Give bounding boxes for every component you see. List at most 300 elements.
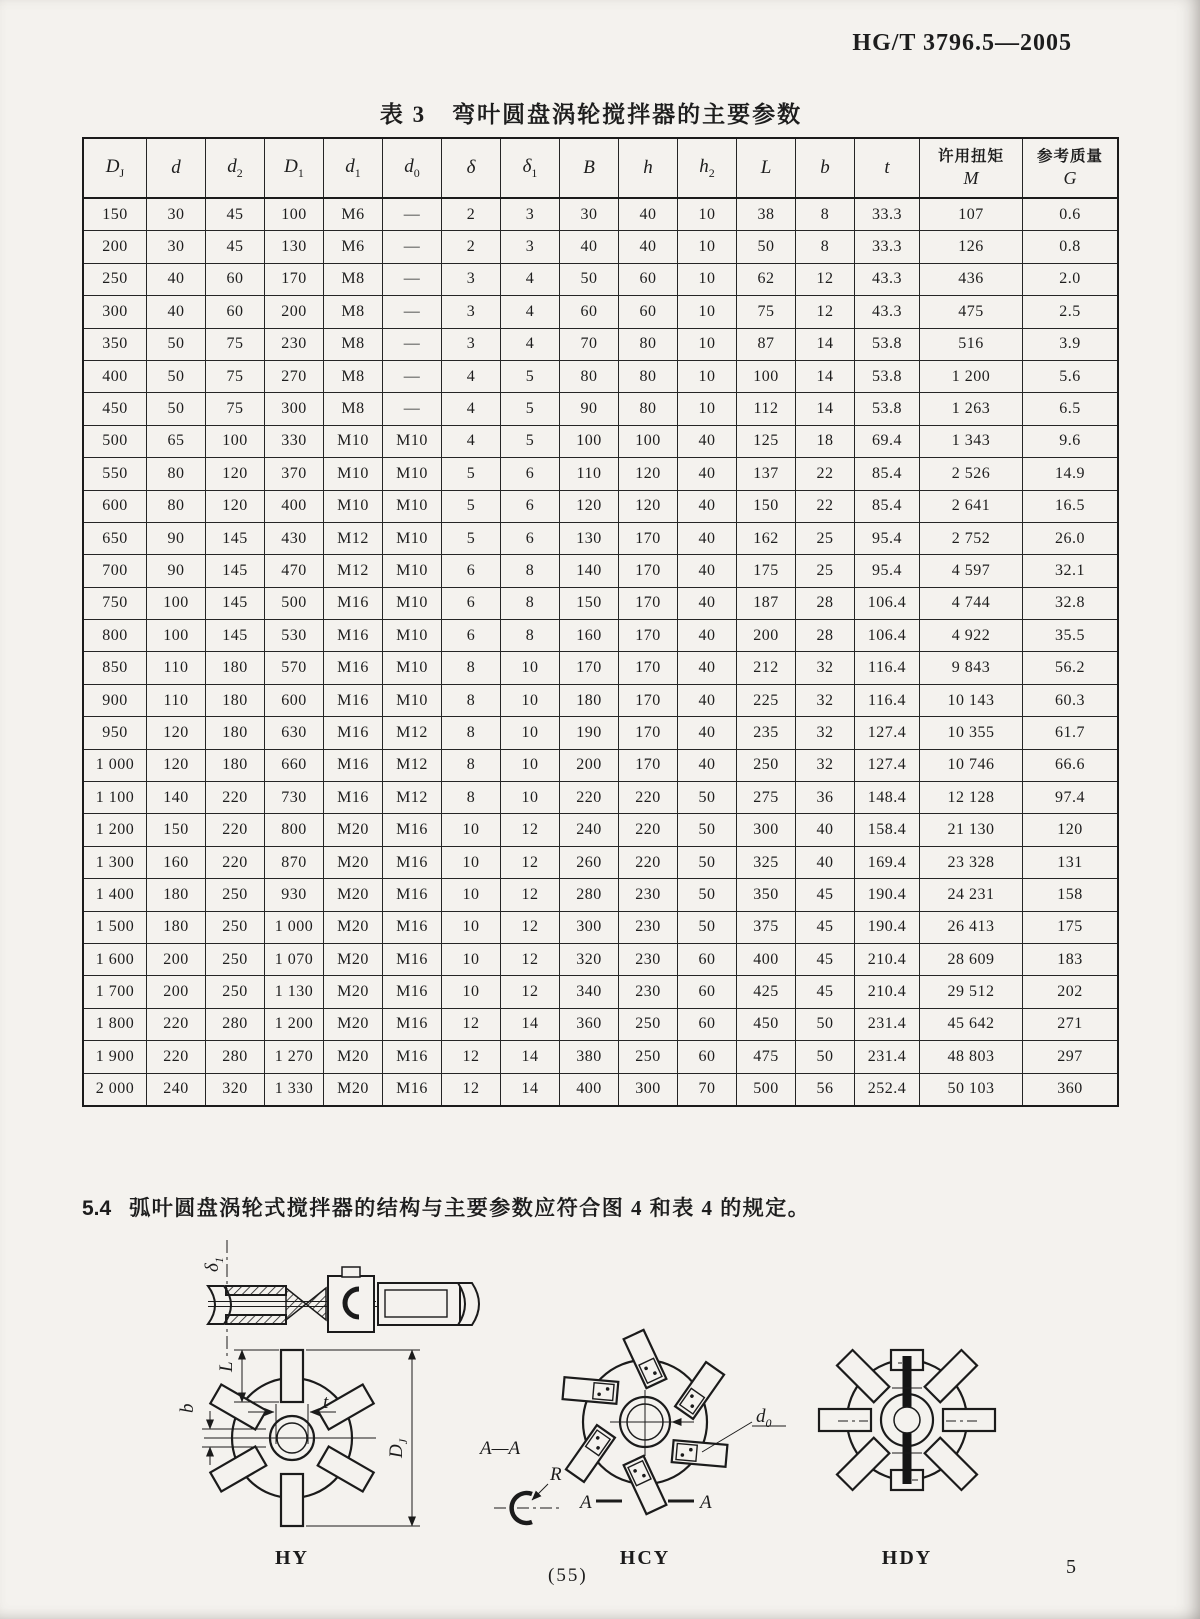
table-row	[83, 360, 1118, 392]
table-cell: 230	[265, 328, 324, 360]
table-cell: 60	[206, 296, 265, 328]
table-cell: M16	[383, 1008, 442, 1040]
table-row	[83, 198, 1118, 231]
table-cell: 370	[265, 458, 324, 490]
hdy-front-view	[819, 1350, 995, 1569]
table-cell: 40	[147, 296, 206, 328]
table-cell: 500	[265, 587, 324, 619]
table-cell: M20	[324, 976, 383, 1008]
table-cell: 280	[560, 879, 619, 911]
table-cell: 75	[206, 393, 265, 425]
table-cell: 220	[147, 1008, 206, 1040]
column-header: $d_2$	[206, 138, 265, 198]
table-cell: 120	[206, 458, 265, 490]
table-cell: M10	[383, 490, 442, 522]
table-cell: 300	[619, 1073, 678, 1106]
hcy-figure-label: HCY	[619, 1547, 671, 1569]
table-cell: M10	[324, 425, 383, 457]
table-cell: 14	[501, 1073, 560, 1106]
table-cell: 126	[920, 231, 1023, 263]
table-cell: 50 103	[920, 1073, 1023, 1106]
table-cell: 80	[147, 490, 206, 522]
table-cell: 60	[619, 263, 678, 295]
table-cell: 10	[501, 717, 560, 749]
table-cell: 230	[619, 879, 678, 911]
table-cell: 100	[147, 620, 206, 652]
table-cell: M8	[324, 393, 383, 425]
table-cell: 660	[265, 749, 324, 781]
table-cell: 32	[796, 749, 855, 781]
table-cell: 170	[619, 620, 678, 652]
table-cell: 8	[501, 555, 560, 587]
table-cell: 260	[560, 846, 619, 878]
table-cell: 40	[678, 717, 737, 749]
table-row	[83, 1008, 1118, 1040]
table-cell: 320	[206, 1073, 265, 1106]
table-cell: 33.3	[855, 231, 920, 263]
table-cell: 200	[147, 943, 206, 975]
table-cell: 97.4	[1023, 782, 1119, 814]
table-cell: 80	[619, 328, 678, 360]
table-title	[82, 96, 1100, 129]
table-cell: 62	[737, 263, 796, 295]
column-header: $D_1$	[265, 138, 324, 198]
table-cell: M10	[383, 684, 442, 716]
hdy-blade	[925, 1350, 977, 1402]
table-cell: 183	[1023, 943, 1119, 975]
table-cell: 350	[83, 328, 147, 360]
table-cell: M8	[324, 328, 383, 360]
table-cell: 21 130	[920, 814, 1023, 846]
section-mark-right: A	[700, 1492, 712, 1513]
table-cell: M10	[383, 425, 442, 457]
table-cell: 130	[265, 231, 324, 263]
table-cell: 25	[796, 522, 855, 554]
hy-blade	[210, 1384, 266, 1429]
table-cell: M12	[324, 522, 383, 554]
table-cell: M20	[324, 1008, 383, 1040]
table-cell: 40	[678, 522, 737, 554]
column-header: $D_J$	[83, 138, 147, 198]
table-cell: 12	[501, 976, 560, 1008]
table-cell: 1 400	[83, 879, 147, 911]
table-cell: 800	[265, 814, 324, 846]
table-cell: 80	[619, 360, 678, 392]
table-cell: M12	[383, 717, 442, 749]
table-cell: 325	[737, 846, 796, 878]
table-cell: 66.6	[1023, 749, 1119, 781]
table-cell: 170	[619, 717, 678, 749]
table-cell: 730	[265, 782, 324, 814]
hdy-blade	[819, 1409, 871, 1431]
table-cell: 10	[501, 782, 560, 814]
table-cell: 5	[501, 393, 560, 425]
table-cell: 32	[796, 684, 855, 716]
table-cell: 8	[442, 684, 501, 716]
table-cell: 90	[560, 393, 619, 425]
table-cell: 870	[265, 846, 324, 878]
table-cell: 75	[206, 328, 265, 360]
table-cell: 150	[147, 814, 206, 846]
table-cell: 240	[147, 1073, 206, 1106]
table-cell: 175	[1023, 911, 1119, 943]
table-cell: 10 355	[920, 717, 1023, 749]
table-cell: 50	[678, 911, 737, 943]
table-cell: 90	[147, 555, 206, 587]
table-cell: 50	[678, 846, 737, 878]
table-cell: 110	[147, 652, 206, 684]
table-cell: 3	[442, 263, 501, 295]
table-cell: 87	[737, 328, 796, 360]
table-cell: 170	[619, 652, 678, 684]
table-row	[83, 490, 1118, 522]
table-cell: 22	[796, 490, 855, 522]
table-cell: 100	[265, 198, 324, 231]
clause-number: 5.4	[82, 1197, 112, 1220]
table-title-text: 弯叶圆盘涡轮搅拌器的主要参数	[452, 102, 803, 127]
table-row	[83, 231, 1118, 263]
table-cell: 900	[83, 684, 147, 716]
standard-number: HG/T 3796.5—2005	[852, 30, 1072, 56]
column-header: L	[737, 138, 796, 198]
table-cell: 210.4	[855, 976, 920, 1008]
table-cell: 120	[147, 749, 206, 781]
table-cell: 2	[442, 198, 501, 231]
table-cell: 100	[737, 360, 796, 392]
table-cell: 250	[737, 749, 796, 781]
table-cell: 300	[83, 296, 147, 328]
table-cell: 250	[206, 976, 265, 1008]
table-cell: 250	[206, 911, 265, 943]
table-row	[83, 684, 1118, 716]
table-cell: M16	[324, 749, 383, 781]
table-cell: 1 200	[83, 814, 147, 846]
table-cell: 32.8	[1023, 587, 1119, 619]
table-cell: 40	[678, 425, 737, 457]
table-cell: 10	[678, 231, 737, 263]
table-cell: 160	[147, 846, 206, 878]
table-cell: 220	[206, 814, 265, 846]
table-cell: 130	[560, 522, 619, 554]
table-cell: 70	[560, 328, 619, 360]
table-cell: 350	[737, 879, 796, 911]
table-cell: 180	[206, 749, 265, 781]
table-cell: 106.4	[855, 587, 920, 619]
table-cell: 10 746	[920, 749, 1023, 781]
table-cell: 26 413	[920, 911, 1023, 943]
table-cell: 1 263	[920, 393, 1023, 425]
table-cell: 12	[501, 879, 560, 911]
table-cell: 10	[678, 328, 737, 360]
table-cell: 10	[442, 976, 501, 1008]
table-cell: 60	[678, 943, 737, 975]
table-cell: 180	[206, 652, 265, 684]
table-cell: M12	[383, 782, 442, 814]
table-cell: 12	[796, 263, 855, 295]
table-cell: 169.4	[855, 846, 920, 878]
table-cell: 1 800	[83, 1008, 147, 1040]
table-cell: M10	[383, 522, 442, 554]
table-cell: 32	[796, 652, 855, 684]
table-cell: 75	[206, 360, 265, 392]
table-cell: 1 500	[83, 911, 147, 943]
table-cell: 45	[796, 879, 855, 911]
table-cell: 175	[737, 555, 796, 587]
table-cell: M16	[324, 620, 383, 652]
table-cell: 5	[442, 490, 501, 522]
table-row	[83, 263, 1118, 295]
table-cell: 120	[619, 458, 678, 490]
column-header: d	[147, 138, 206, 198]
table-cell: 145	[206, 522, 265, 554]
table-cell: 400	[265, 490, 324, 522]
table-cell: 53.8	[855, 393, 920, 425]
table-cell: 50	[147, 328, 206, 360]
table-cell: 145	[206, 620, 265, 652]
table-cell: 50	[737, 231, 796, 263]
table-cell: 630	[265, 717, 324, 749]
hdy-blade	[837, 1350, 889, 1402]
table-cell: 2 641	[920, 490, 1023, 522]
table-cell: M16	[383, 911, 442, 943]
table-cell: 200	[147, 976, 206, 1008]
table-header-row	[83, 138, 1118, 198]
hy-blade	[210, 1446, 266, 1491]
table-cell: 4	[501, 263, 560, 295]
hdy-figure-label: HDY	[881, 1547, 933, 1569]
table-header	[83, 138, 1118, 198]
table-cell: 10	[442, 943, 501, 975]
table-cell: 80	[147, 458, 206, 490]
table-cell: 14	[796, 328, 855, 360]
table-cell: 107	[920, 198, 1023, 231]
table-cell: 8	[796, 231, 855, 263]
table-cell: 570	[265, 652, 324, 684]
table-cell: 36	[796, 782, 855, 814]
column-header: $d_0$	[383, 138, 442, 198]
table-cell: 1 900	[83, 1041, 147, 1073]
table-cell: 80	[619, 393, 678, 425]
table-cell: M16	[383, 846, 442, 878]
table-cell: 158	[1023, 879, 1119, 911]
figure-3-drawings	[80, 1210, 1120, 1590]
table-cell: 120	[560, 490, 619, 522]
table-cell: 235	[737, 717, 796, 749]
table-cell: 2 752	[920, 522, 1023, 554]
table-cell: 1 130	[265, 976, 324, 1008]
table-cell: 12	[796, 296, 855, 328]
table-row	[83, 943, 1118, 975]
column-header: B	[560, 138, 619, 198]
table-cell: 220	[619, 814, 678, 846]
table-cell: M16	[383, 943, 442, 975]
table-cell: 12	[501, 943, 560, 975]
table-cell: 170	[619, 587, 678, 619]
table-cell: 28	[796, 620, 855, 652]
table-cell: 300	[265, 393, 324, 425]
table-cell: 297	[1023, 1041, 1119, 1073]
table-cell: 450	[83, 393, 147, 425]
table-cell: 158.4	[855, 814, 920, 846]
hcy-front-view	[478, 1330, 786, 1569]
table-cell: 45	[206, 198, 265, 231]
table-cell: 85.4	[855, 458, 920, 490]
table-cell: 3	[442, 328, 501, 360]
table-cell: M20	[324, 814, 383, 846]
table-cell: 116.4	[855, 652, 920, 684]
table-cell: 750	[83, 587, 147, 619]
table-cell: M16	[324, 717, 383, 749]
table-cell: M16	[383, 1073, 442, 1106]
column-header: $h_2$	[678, 138, 737, 198]
table-cell: 60	[678, 1008, 737, 1040]
table-cell: 40	[796, 814, 855, 846]
table-cell: M8	[324, 360, 383, 392]
table-cell: 30	[560, 198, 619, 231]
table-cell: 187	[737, 587, 796, 619]
d0-label: $d_0$	[756, 1406, 772, 1430]
table-cell: 53.8	[855, 360, 920, 392]
hy-front-view	[177, 1350, 420, 1569]
table-cell: 3	[501, 231, 560, 263]
table-cell: 3.9	[1023, 328, 1119, 360]
table-cell: 530	[265, 620, 324, 652]
table-cell: 40	[678, 684, 737, 716]
table-row	[83, 458, 1118, 490]
table-cell: 50	[678, 879, 737, 911]
table-cell: 53.8	[855, 328, 920, 360]
table-cell: 230	[619, 911, 678, 943]
table-cell: 400	[83, 360, 147, 392]
table-cell: 4	[501, 296, 560, 328]
table-cell: 145	[206, 555, 265, 587]
table-cell: 170	[619, 522, 678, 554]
table-cell: 600	[83, 490, 147, 522]
table-cell: 170	[619, 555, 678, 587]
table-cell: 6	[501, 522, 560, 554]
table-cell: 56	[796, 1073, 855, 1106]
table-cell: 40	[678, 458, 737, 490]
table-cell: 4 744	[920, 587, 1023, 619]
table-cell: 6	[442, 555, 501, 587]
table-cell: 10	[678, 360, 737, 392]
table-cell: 45	[206, 231, 265, 263]
table-cell: 200	[83, 231, 147, 263]
l-dim-label: L	[216, 1361, 237, 1372]
table-cell: 6	[442, 587, 501, 619]
table-cell: 300	[560, 911, 619, 943]
table-cell: 24 231	[920, 879, 1023, 911]
table-cell: 10	[678, 198, 737, 231]
table-cell: 230	[619, 943, 678, 975]
table-cell: 320	[560, 943, 619, 975]
table-cell: 380	[560, 1041, 619, 1073]
hdy-blade	[943, 1409, 995, 1431]
table-cell: 50	[796, 1041, 855, 1073]
table-cell: 60	[678, 976, 737, 1008]
table-cell: 475	[737, 1041, 796, 1073]
column-header: δ	[442, 138, 501, 198]
table-cell: —	[383, 393, 442, 425]
table-cell: 930	[265, 879, 324, 911]
table-cell: 10	[678, 296, 737, 328]
table-cell: M16	[383, 879, 442, 911]
table-cell: 6	[501, 458, 560, 490]
table-cell: 30	[147, 231, 206, 263]
hy-figure-label: HY	[275, 1547, 309, 1569]
table-cell: M16	[324, 652, 383, 684]
table-row	[83, 1041, 1118, 1073]
table-cell: 1 000	[83, 749, 147, 781]
table-cell: 110	[560, 458, 619, 490]
table-cell: 50	[147, 393, 206, 425]
table-cell: 2.5	[1023, 296, 1119, 328]
table-cell: 22	[796, 458, 855, 490]
table-cell: —	[383, 328, 442, 360]
table-cell: 40	[678, 490, 737, 522]
table-cell: 1 270	[265, 1041, 324, 1073]
table-cell: 212	[737, 652, 796, 684]
table-cell: M20	[324, 943, 383, 975]
table-cell: 40	[147, 263, 206, 295]
table-cell: —	[383, 198, 442, 231]
column-header: $\delta_1$	[501, 138, 560, 198]
table-cell: 8	[501, 620, 560, 652]
table-cell: 10	[678, 263, 737, 295]
table-cell: 28 609	[920, 943, 1023, 975]
table-cell: 1 070	[265, 943, 324, 975]
table-cell: 1 300	[83, 846, 147, 878]
table-cell: 430	[265, 522, 324, 554]
table-row	[83, 587, 1118, 619]
table-cell: M6	[324, 198, 383, 231]
table-cell: 180	[147, 879, 206, 911]
table-cell: 45 642	[920, 1008, 1023, 1040]
table-cell: 61.7	[1023, 717, 1119, 749]
table-cell: 190.4	[855, 911, 920, 943]
table-cell: M20	[324, 846, 383, 878]
table-cell: 190	[560, 717, 619, 749]
table-cell: 9 843	[920, 652, 1023, 684]
table-cell: 80	[560, 360, 619, 392]
table-cell: 45	[796, 911, 855, 943]
table-cell: 275	[737, 782, 796, 814]
table-cell: 127.4	[855, 749, 920, 781]
table-cell: 6	[501, 490, 560, 522]
hdy-blade	[837, 1438, 889, 1490]
table-cell: 18	[796, 425, 855, 457]
table-cell: 125	[737, 425, 796, 457]
table-cell: 137	[737, 458, 796, 490]
table-cell: M20	[324, 1073, 383, 1106]
table-cell: 250	[206, 879, 265, 911]
table-cell: M10	[383, 587, 442, 619]
table-cell: 33.3	[855, 198, 920, 231]
table-cell: M16	[324, 684, 383, 716]
table-row	[83, 296, 1118, 328]
table-cell: —	[383, 360, 442, 392]
table-cell: 45	[796, 976, 855, 1008]
table-cell: 5	[442, 522, 501, 554]
hdy-blade	[925, 1438, 977, 1490]
table-cell: 148.4	[855, 782, 920, 814]
table-cell: 220	[206, 846, 265, 878]
table-cell: 95.4	[855, 522, 920, 554]
table-row	[83, 652, 1118, 684]
column-header: h	[619, 138, 678, 198]
table-cell: 150	[737, 490, 796, 522]
table-cell: 190.4	[855, 879, 920, 911]
